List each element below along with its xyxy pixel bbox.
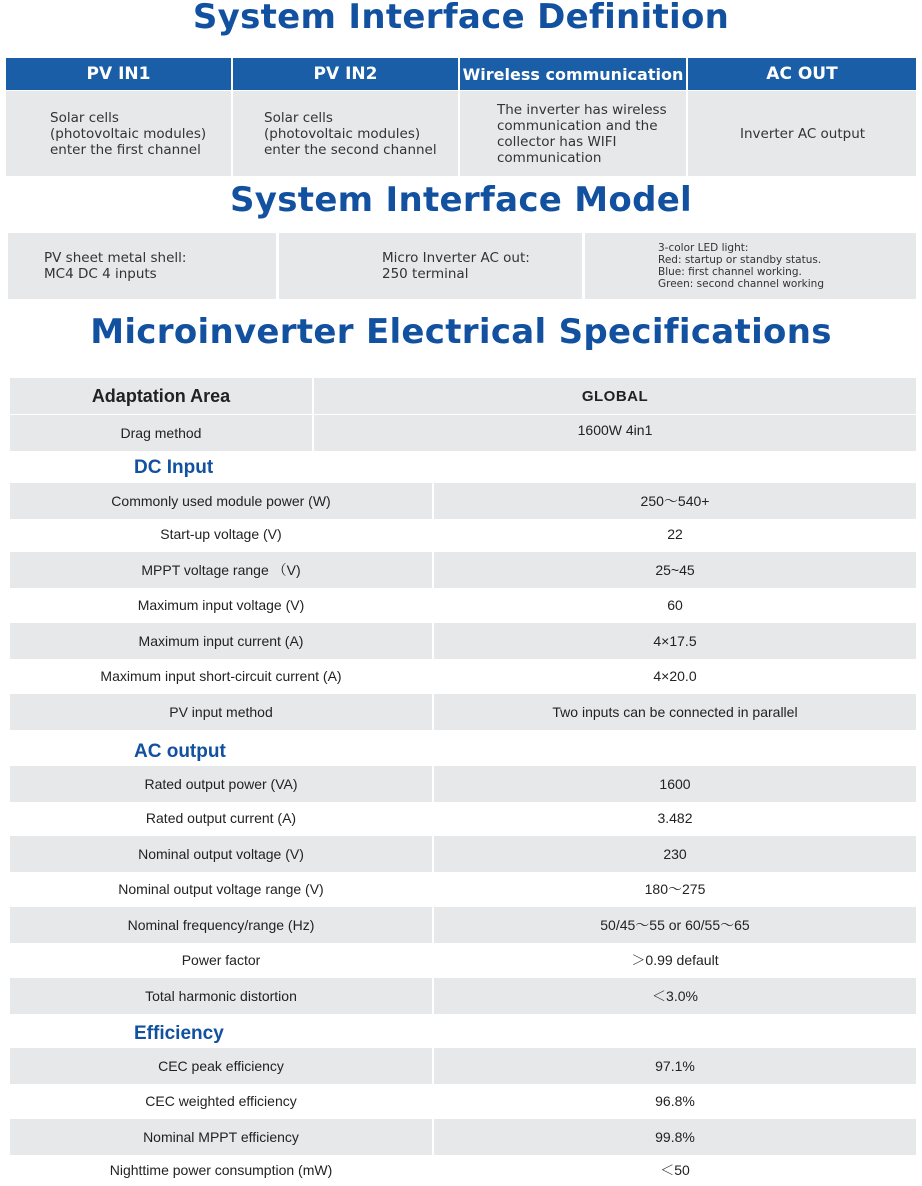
spec-label: Rated output power (VA): [10, 766, 434, 802]
header-ac-out: AC OUT: [688, 58, 916, 90]
spec-label: Total harmonic distortion: [10, 978, 434, 1014]
table-row: [10, 1119, 916, 1155]
spec-value: 4×20.0: [653, 668, 697, 684]
table-row: [10, 978, 916, 1014]
spec-label: PV input method: [10, 694, 434, 730]
model-led-light: 3-color LED light: Red: startup or standby status. Blue: first channel working. Green: second channel working: [585, 233, 916, 299]
table-row: [10, 587, 916, 623]
table-row: [10, 1083, 916, 1119]
adaptation-label: Adaptation Area: [10, 378, 314, 414]
description-pv-in2: Solar cells (photovoltaic modules) enter the second channel: [233, 91, 460, 176]
spec-value: 230: [663, 846, 687, 862]
description-pv-in1: Solar cells (photovoltaic modules) enter the first channel: [6, 91, 233, 176]
section-dc-input: DC Input: [134, 457, 214, 478]
table-row: [10, 766, 916, 802]
spec-value: 97.1%: [655, 1058, 695, 1074]
spec-value: 25~45: [655, 562, 695, 578]
spec-value: ＜3.0%: [652, 988, 698, 1004]
spec-value: ＞0.99 default: [631, 952, 719, 968]
spec-value: 3.482: [657, 810, 693, 826]
header-wireless-communication: Wireless communication: [460, 58, 688, 90]
spec-label: Maximum input voltage (V): [10, 587, 434, 623]
spec-label: CEC peak efficiency: [10, 1048, 434, 1084]
spec-value: 50/45～55 or 60/55～65: [600, 917, 750, 933]
table-row: [10, 1154, 916, 1186]
table-row: [10, 1048, 916, 1084]
table-row: [10, 552, 916, 588]
spec-value: 1600: [659, 776, 691, 792]
table-row: [10, 836, 916, 872]
model-ac-out: Micro Inverter AC out: 250 terminal: [279, 233, 585, 299]
table-row: [10, 942, 916, 978]
spec-label: Start-up voltage (V): [10, 516, 434, 552]
spec-label: MPPT voltage range （V): [10, 552, 434, 588]
spec-label: Commonly used module power (W): [10, 483, 434, 519]
table-row: [10, 483, 916, 519]
adaptation-value: GLOBAL: [581, 387, 649, 405]
description-ac-out: Inverter AC output: [688, 91, 916, 176]
spec-label: Nominal frequency/range (Hz): [10, 907, 434, 943]
spec-value: 99.8%: [655, 1129, 695, 1145]
table-row: [10, 871, 916, 907]
spec-value: 60: [667, 597, 683, 613]
interface-definition-title: System Interface Definition: [192, 0, 730, 37]
spec-value: 4×17.5: [653, 633, 697, 649]
specifications-table: [10, 0, 916, 1184]
spec-label: Power factor: [10, 942, 434, 978]
header-pv-in1: PV IN1: [6, 58, 233, 90]
table-row-drag-method: [10, 414, 916, 451]
section-ac-output: AC output: [134, 741, 226, 762]
model-pv-shell: PV sheet metal shell: MC4 DC 4 inputs: [8, 233, 279, 299]
spec-label: Nominal MPPT efficiency: [10, 1119, 434, 1155]
spec-value: Two inputs can be connected in parallel: [552, 704, 798, 720]
header-pv-in2: PV IN2: [233, 58, 460, 90]
spec-label: Rated output current (A): [10, 800, 434, 836]
section-efficiency: Efficiency: [134, 1023, 224, 1044]
spec-value: 22: [667, 526, 683, 542]
spec-label: Nominal output voltage (V): [10, 836, 434, 872]
spec-label: CEC weighted efficiency: [10, 1083, 434, 1119]
table-row: [10, 694, 916, 730]
description-wireless: The inverter has wireless communication and the collector has WIFI communication: [460, 91, 688, 176]
spec-value: 250～540+: [640, 493, 710, 509]
spec-label: Maximum input current (A): [10, 623, 434, 659]
table-row: [10, 623, 916, 659]
spec-label: Nominal output voltage range (V): [10, 871, 434, 907]
spec-value: ＜50: [660, 1162, 690, 1178]
spec-label: Nighttime power consumption (mW): [10, 1154, 434, 1186]
spec-value: 180～275: [644, 881, 706, 897]
spec-value: 96.8%: [655, 1093, 695, 1109]
drag-method-value: 1600W 4in1: [577, 422, 653, 438]
table-row: [10, 800, 916, 836]
interface-model-title: System Interface Model: [229, 180, 693, 220]
table-row: [10, 516, 916, 552]
spec-label: Maximum input short-circuit current (A): [10, 658, 434, 694]
table-row: [10, 658, 916, 694]
drag-method-label: Drag method: [10, 415, 314, 451]
table-row-adaptation: [10, 378, 916, 414]
table-row: [10, 907, 916, 943]
specifications-title: Microinverter Electrical Specifications: [90, 312, 832, 352]
